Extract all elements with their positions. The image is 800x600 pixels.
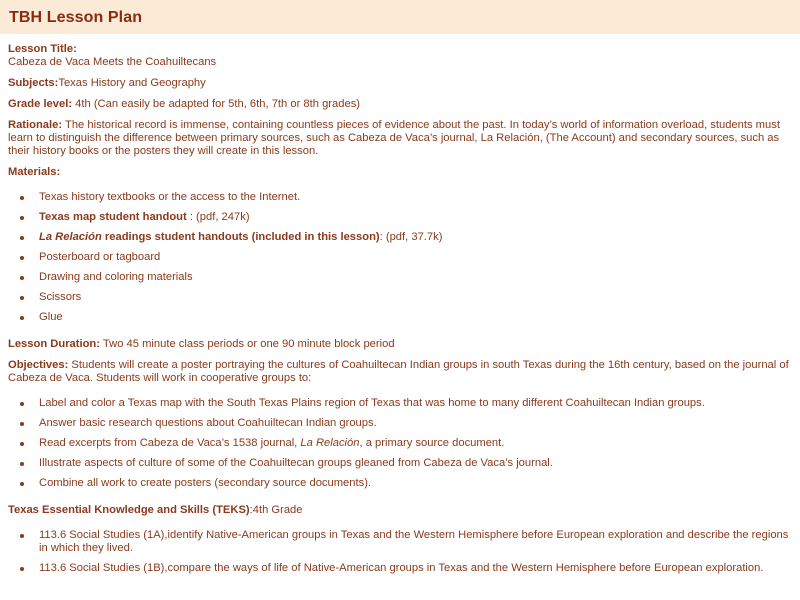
list-item-text: 113.6 Social Studies (1B),compare the ways of life of Native-American groups in Texas and the Western Hemisphere before European exploration. xyxy=(39,562,764,574)
page-header xyxy=(0,0,800,34)
materials-list xyxy=(8,191,792,324)
duration-section xyxy=(8,338,792,351)
list-item-text: 113.6 Social Studies (1A),identify Native-American groups in Texas and the Western Hemisphere before European exploration and describe the regions in which they lived. xyxy=(39,529,789,554)
list-item-text: Answer basic research questions about Coahuiltecan Indian groups. xyxy=(39,417,377,429)
objectives-text: Students will create a poster portraying the cultures of Coahuiltecan Indian groups in south Texas during the 16th century, based on the journal of Cabeza de Vaca. Students will work in cooperative groups to: xyxy=(8,359,789,384)
list-item-text: Glue xyxy=(39,311,63,323)
lesson-title-section xyxy=(8,43,792,69)
subjects-label: Subjects: xyxy=(8,77,59,89)
teks-list xyxy=(8,529,792,575)
list-item xyxy=(8,271,792,284)
list-item-text: Read excerpts from Cabeza de Vaca’s 1538 journal, xyxy=(39,437,301,449)
materials-section xyxy=(8,166,792,324)
list-item xyxy=(8,191,792,204)
list-item-text: Scissors xyxy=(39,291,82,303)
list-item xyxy=(8,529,792,555)
teks-grade: :4th Grade xyxy=(249,504,303,516)
texas-map-handout-link[interactable]: Texas map student handout xyxy=(39,211,187,223)
list-item-text: Illustrate aspects of culture of some of the Coahuiltecan groups gleaned from Cabeza de Vaca’s journal. xyxy=(39,457,553,469)
grade-level-section xyxy=(8,98,792,111)
teks-label: Texas Essential Knowledge and Skills (TEKS) xyxy=(8,504,250,516)
rationale-section xyxy=(8,119,792,158)
list-item xyxy=(8,417,792,430)
rationale-label: Rationale: xyxy=(8,119,63,131)
grade-level-label: Grade level: xyxy=(8,98,73,110)
list-item-text: Texas history textbooks or the access to the Internet. xyxy=(39,191,301,203)
list-item xyxy=(8,251,792,264)
subjects-section xyxy=(8,77,792,90)
list-item xyxy=(8,291,792,304)
list-item xyxy=(8,562,792,575)
lesson-title-label: Lesson Title: xyxy=(8,43,77,55)
objectives-list xyxy=(8,397,792,490)
duration-label: Lesson Duration: xyxy=(8,338,100,350)
list-item xyxy=(8,477,792,490)
list-item-text: : (pdf, 247k) xyxy=(186,211,250,223)
grade-level-value: 4th (Can easily be adapted for 5th, 6th, 7th or 8th grades) xyxy=(72,98,361,110)
list-item-text: , a primary source document. xyxy=(359,437,505,449)
list-item-text-italic: La Relación xyxy=(300,437,360,449)
duration-value: Two 45 minute class periods or one 90 minute block period xyxy=(100,338,395,350)
lesson-title-value: Cabeza de Vaca Meets the Coahuiltecans xyxy=(8,56,217,68)
rationale-text: The historical record is immense, containing countless pieces of evidence about the past. In today’s world of information overload, students must learn to distinguish the difference between primary sources, such as Cabeza de Vaca’s journal, La Relación, (The Account) and secondary sources, such as their history books or the posters they will create in this lesson. xyxy=(8,119,780,157)
list-item-text: Combine all work to create posters (secondary source documents). xyxy=(39,477,372,489)
list-item-text: Posterboard or tagboard xyxy=(39,251,161,263)
list-item xyxy=(8,437,792,450)
objectives-section xyxy=(8,359,792,490)
objectives-label: Objectives: xyxy=(8,359,69,371)
lesson-plan-content xyxy=(0,34,800,575)
list-item xyxy=(8,311,792,324)
list-item xyxy=(8,397,792,410)
subjects-value: Texas History and Geography xyxy=(58,77,206,89)
list-item-text: : (pdf, 37.7k) xyxy=(379,231,443,243)
list-item xyxy=(8,211,792,224)
teks-section xyxy=(8,504,792,575)
la-relacion-handout-link-title[interactable]: La Relación xyxy=(39,231,102,243)
materials-label: Materials: xyxy=(8,166,61,178)
list-item xyxy=(8,231,792,244)
list-item xyxy=(8,457,792,470)
la-relacion-handout-link[interactable]: readings student handouts (included in this lesson) xyxy=(101,231,380,243)
page-title: TBH Lesson Plan xyxy=(9,8,143,26)
list-item-text: Drawing and coloring materials xyxy=(39,271,193,283)
list-item-text: Label and color a Texas map with the South Texas Plains region of Texas that was home to many different Coahuiltecan Indian groups. xyxy=(39,397,705,409)
